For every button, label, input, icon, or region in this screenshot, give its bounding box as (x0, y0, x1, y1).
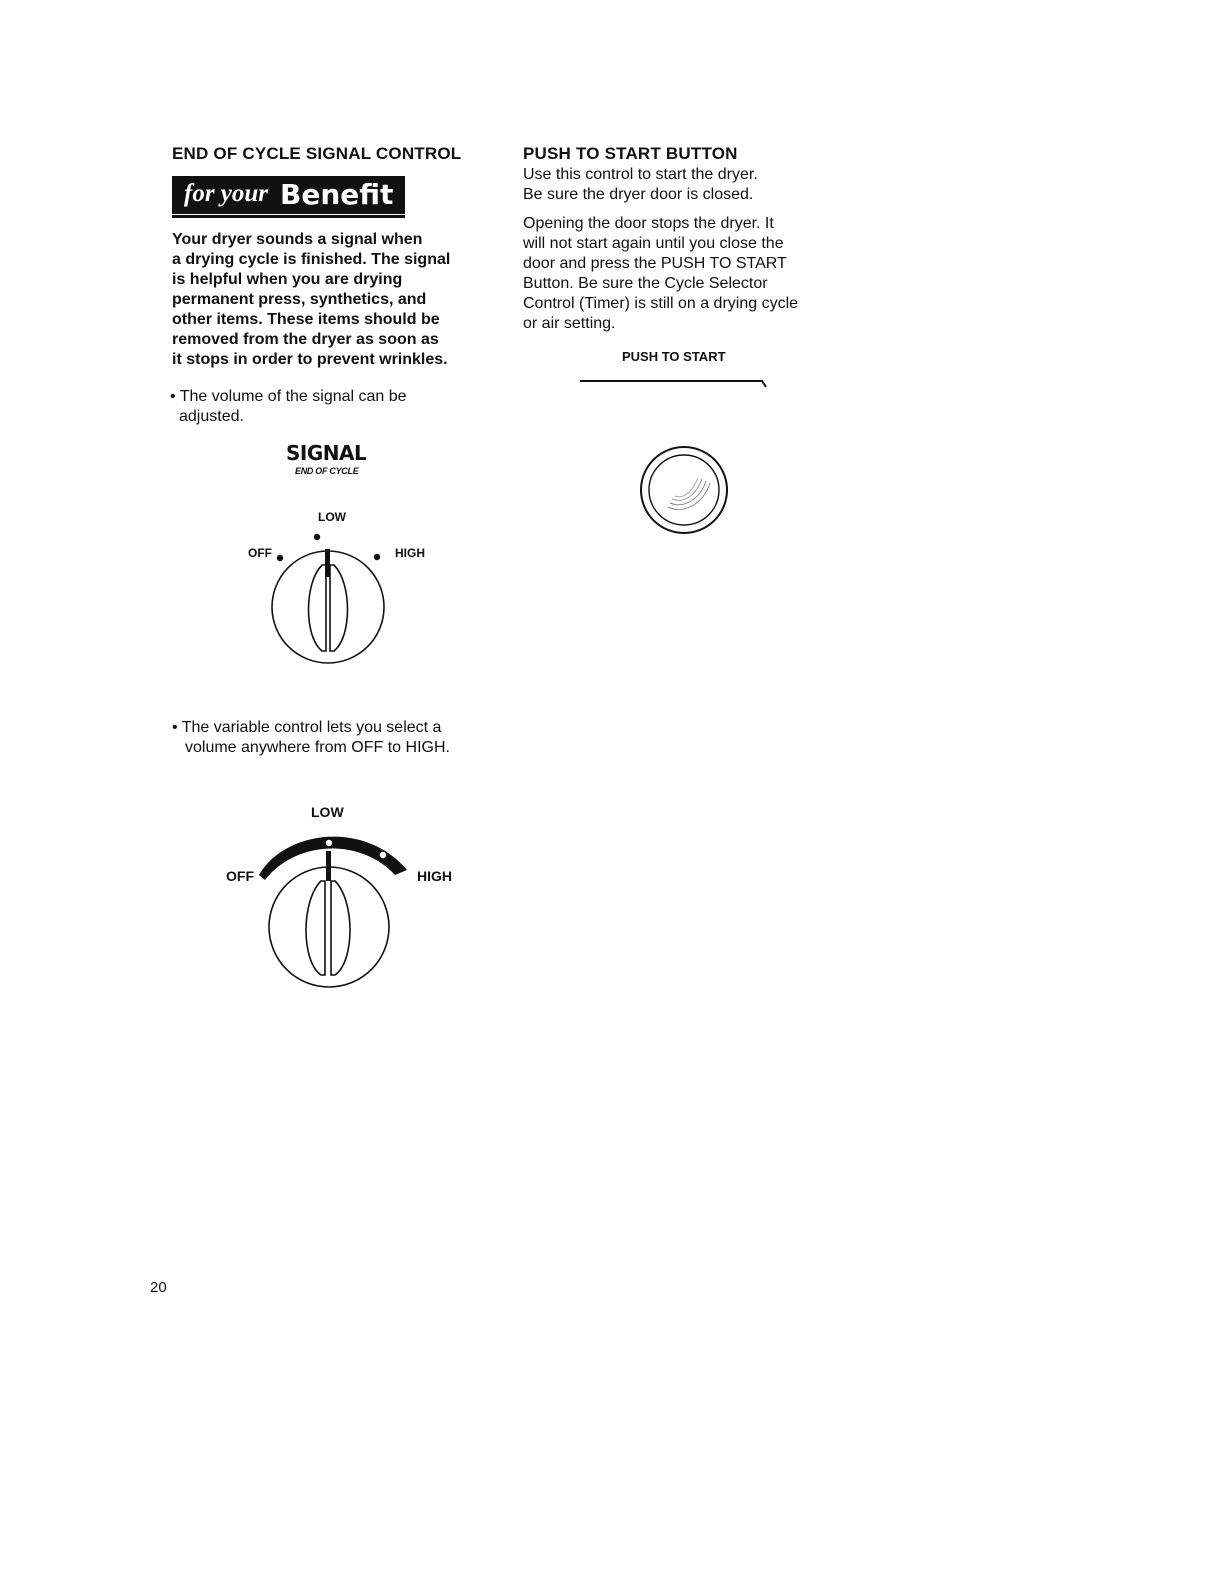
bullet-volume-adjust: • The volume of the signal can be adjusted. (170, 388, 407, 425)
section-heading-push-to-start: PUSH TO START BUTTON (523, 144, 738, 163)
signal-dial-knob[interactable] (260, 525, 410, 670)
dial1-high-label: HIGH (395, 546, 425, 560)
push-to-start-caption: PUSH TO START (622, 349, 726, 364)
dial1-off-label: OFF (248, 546, 272, 560)
dial1-low-label: LOW (318, 510, 346, 524)
signal-dial-title: SIGNAL (286, 441, 367, 465)
signal-dial-subtitle: END OF CYCLE (295, 466, 359, 476)
dial2-low-label: LOW (311, 804, 344, 820)
section-heading-end-of-cycle: END OF CYCLE SIGNAL CONTROL (172, 144, 462, 163)
benefit-paragraph: Your dryer sounds a signal when a drying cycle is finished. The signal is helpful when you are drying permanent press, synthetics, and other items. These items should be removed from the dryer as soon as it stops in order to prevent wrinkles. (172, 231, 451, 368)
dial2-high-label: HIGH (417, 868, 452, 884)
bullet-variable-control: • The variable control lets you select a volume anywhere from OFF to HIGH. (172, 719, 450, 756)
push-to-start-details: Opening the door stops the dryer. It will not start again until you close the door and press the PUSH TO START Button. Be sure the Cycle Selector Control (Timer) is still on a drying cycle or air setting. (523, 215, 799, 332)
dial2-off-label: OFF (226, 868, 254, 884)
push-to-start-button[interactable] (576, 375, 786, 545)
badge-prefix: for your (184, 180, 269, 207)
page-number: 20 (150, 1279, 167, 1296)
push-to-start-intro: Use this control to start the dryer. Be sure the dryer door is closed. (523, 166, 758, 203)
badge-word: Benefit (280, 178, 394, 211)
variable-dial-knob[interactable] (245, 825, 425, 990)
for-your-benefit-badge (172, 176, 405, 218)
